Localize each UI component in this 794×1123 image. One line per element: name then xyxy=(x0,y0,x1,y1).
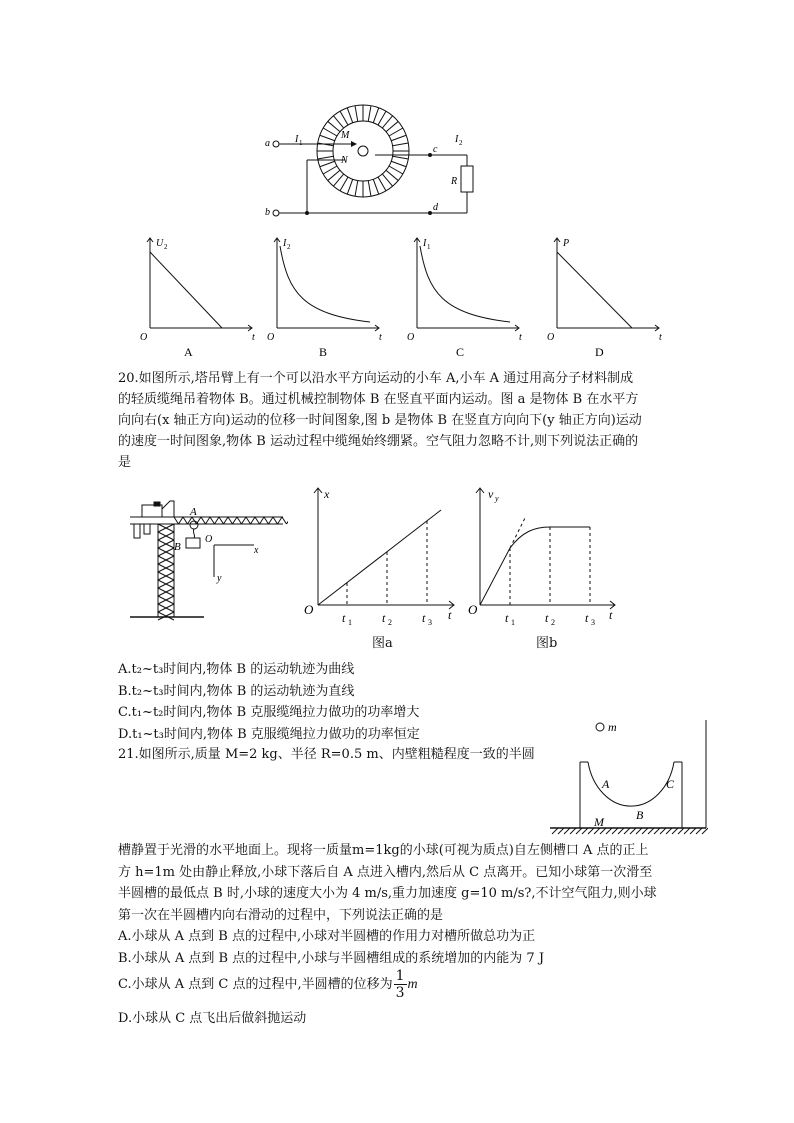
decor-line xyxy=(318,156,334,159)
decor-line xyxy=(393,156,409,159)
decor-line xyxy=(618,828,624,834)
graphA-ylabel: U xyxy=(156,238,164,249)
graphA-ysub: 2 xyxy=(164,243,168,251)
graphB-xlabel: t xyxy=(379,332,382,343)
crane-label-B: B xyxy=(174,541,181,553)
q21-line: 方 h=1m 处由静止释放,小球下落后自 A 点进入槽内,然后从 C 点离开。已知小球第一次滑至 xyxy=(118,864,653,880)
graphD-caption: D xyxy=(595,345,604,359)
q21-option-c-unit: m xyxy=(407,977,418,992)
decor-line xyxy=(389,166,403,174)
fig21-label-m: m xyxy=(608,720,617,734)
q21-option-a: A.小球从 A 点到 B 点的过程中,小球对半圆槽的作用力对槽所做总功为正 xyxy=(118,929,536,944)
label-c: c xyxy=(433,144,438,155)
graphC-origin: O xyxy=(407,332,415,343)
label-a: a xyxy=(265,138,270,149)
decor-line xyxy=(206,517,211,524)
decor-line xyxy=(347,108,352,123)
decor-line xyxy=(702,828,708,834)
label-d: d xyxy=(433,202,438,213)
q21-line: 第一次在半圆槽内向右滑动的过程中，下列说法正确的是 xyxy=(118,907,444,923)
decor-line xyxy=(251,517,256,524)
graphD-ylabel: P xyxy=(563,238,570,249)
q20-stem xyxy=(118,368,642,473)
q21-option-d: D.小球从 C 点飞出后做斜抛运动 xyxy=(118,1011,307,1026)
q21-line1: 21.如图所示,质量 M=2 kg、半径 R=0.5 m、内壁粗糙程度一致的半圆 xyxy=(118,747,535,762)
q20-option-a: A.t₂~t₃时间内,物体 B 的运动轨迹为曲线 xyxy=(118,662,355,677)
q21-stem xyxy=(118,840,657,969)
decor-line xyxy=(237,517,242,524)
decor-line xyxy=(228,517,233,524)
decor-line xyxy=(552,828,558,834)
graphD-origin: O xyxy=(547,332,555,343)
slider-arrow-icon xyxy=(351,141,357,147)
decor-line xyxy=(672,828,678,834)
decor-line xyxy=(684,828,690,834)
graph-a-t2: t xyxy=(382,611,386,625)
decor-line xyxy=(287,517,289,524)
crane-label-A: A xyxy=(190,506,197,518)
graphB-ylabel: I xyxy=(283,238,287,249)
graph-b-xlabel: t xyxy=(609,608,613,622)
graph-a-t2-sub: 2 xyxy=(388,618,392,627)
decor-line xyxy=(273,517,278,524)
decor-line xyxy=(355,181,358,197)
decor-line xyxy=(320,135,335,140)
label-I2: I xyxy=(455,134,459,145)
graph-a-ylabel: x xyxy=(324,487,330,501)
decor-line xyxy=(570,828,576,834)
q20-line: 的轻质缆绳吊着物体 B。通过机械控制物体 B 在竖直平面内运动。图 a 是物体 B 在水平方 xyxy=(118,392,639,407)
crane-label-O: O xyxy=(205,534,213,545)
decor-line xyxy=(192,517,197,524)
decor-line xyxy=(386,121,398,131)
decor-line xyxy=(246,517,251,524)
graph-b-t1-sub: 1 xyxy=(511,618,515,627)
decor-line xyxy=(174,517,179,524)
decor-line xyxy=(678,828,684,834)
decor-line xyxy=(660,828,666,834)
decor-line xyxy=(386,170,398,180)
label-R: R xyxy=(451,176,458,187)
label-I1-sub: 1 xyxy=(299,139,303,147)
graphB-origin: O xyxy=(267,332,275,343)
decor-line xyxy=(340,111,348,125)
decor-line xyxy=(328,170,340,180)
decor-line xyxy=(188,517,193,524)
fig21-label-A: A xyxy=(602,777,610,791)
decor-line xyxy=(576,828,582,834)
decor-line xyxy=(320,161,335,166)
decor-line xyxy=(323,166,337,174)
graphD-xlabel: t xyxy=(659,332,662,343)
graphA-xlabel: t xyxy=(252,332,255,343)
graph-b-t2-sub: 2 xyxy=(551,618,555,627)
decor-line xyxy=(347,179,352,194)
crane-figure xyxy=(128,495,288,625)
decor-line xyxy=(333,174,343,186)
graph-b-t2: t xyxy=(545,611,549,625)
decor-line xyxy=(224,517,229,524)
decor-line xyxy=(282,517,287,524)
half-pipe-figure xyxy=(548,718,708,840)
decor-line xyxy=(328,121,340,131)
decor-line xyxy=(558,828,564,834)
fig21-label-M: M xyxy=(594,815,604,829)
decor-line xyxy=(624,828,630,834)
graphA-caption: A xyxy=(184,345,193,359)
q21-line: 槽静置于光滑的水平地面上。现将一质量m=1kg的小球(可视为质点)自左侧槽口 A 点的正上 xyxy=(118,843,649,858)
graph-a-xlabel: t xyxy=(448,608,452,622)
decor-line xyxy=(264,517,269,524)
graph-b-ylabel: v xyxy=(488,487,494,501)
decor-line xyxy=(606,828,612,834)
transformer-figure xyxy=(255,98,485,223)
label-N: N xyxy=(341,155,348,166)
decor-line xyxy=(183,517,188,524)
decor-line xyxy=(368,181,371,197)
label-b: b xyxy=(265,207,270,218)
graph-b-origin: O xyxy=(468,602,478,617)
decor-line xyxy=(393,143,409,146)
decor-line xyxy=(382,116,392,128)
decor-line xyxy=(378,177,386,191)
decor-line xyxy=(215,517,220,524)
decor-line xyxy=(323,128,337,136)
decor-line xyxy=(391,135,406,140)
graph-a-t3-sub: 3 xyxy=(428,618,432,627)
decor-line xyxy=(696,828,702,834)
graph-b-t1: t xyxy=(505,611,509,625)
graphC-ylabel: I xyxy=(423,238,427,249)
decor-line xyxy=(612,828,618,834)
decor-line xyxy=(382,174,392,186)
graph-a-t3: t xyxy=(422,611,426,625)
q20-line: 20.如图所示,塔吊臂上有一个可以沿水平方向运动的小车 A,小车 A 通过用高分子材料制成 xyxy=(118,371,634,386)
decor-line xyxy=(378,111,386,125)
decor-line xyxy=(582,828,588,834)
decor-line xyxy=(260,517,265,524)
decor-line xyxy=(233,517,238,524)
crane-label-x: x xyxy=(254,545,259,556)
decor-line xyxy=(373,108,378,123)
decor-line xyxy=(179,517,184,524)
graphB-ysub: 2 xyxy=(287,243,291,251)
decor-line xyxy=(201,517,206,524)
q20-options xyxy=(118,659,420,745)
decor-line xyxy=(636,828,642,834)
label-I2-sub: 2 xyxy=(459,139,463,147)
graph-b-t3-sub: 3 xyxy=(591,618,595,627)
q20-option-b: B.t₂~t₃时间内,物体 B 的运动轨迹为直线 xyxy=(118,683,355,699)
decor-line xyxy=(389,128,403,136)
decor-line xyxy=(355,106,358,122)
graph-a-caption: 图a xyxy=(372,636,393,651)
decor-line xyxy=(642,828,648,834)
q21-option-c-text: C.小球从 A 点到 C 点的过程中,半圆槽的位移为 xyxy=(118,977,393,992)
label-M: M xyxy=(341,130,350,141)
crane-label-y: y xyxy=(217,573,222,584)
decor-line xyxy=(630,828,636,834)
fraction-one-third: $\frac{1}{3}$ xyxy=(395,968,405,1001)
decor-line xyxy=(269,517,274,524)
q20-line: 的速度一时间图象,物体 B 运动过程中缆绳始终绷紧。空气阻力忽略不计,则下列说法正确的 xyxy=(118,434,639,449)
graph-b-ysub: y xyxy=(495,494,499,503)
decor-line xyxy=(210,517,215,524)
graph-a-t1: t xyxy=(342,611,346,625)
graph-b-t3: t xyxy=(585,611,589,625)
decor-line xyxy=(255,517,260,524)
q20-line: 向向右(x 轴正方向)运动的位移一时间图象,图 b 是物体 B 在竖直方向向下(y 轴正方向)运动 xyxy=(118,413,642,428)
decor-line xyxy=(690,828,696,834)
graph-a xyxy=(296,480,461,630)
q20-option-d: D.t₁~t₃时间内,物体 B 克服缆绳拉力做功的功率恒定 xyxy=(118,726,420,742)
graphC-caption: C xyxy=(456,345,465,359)
decor-line xyxy=(242,517,247,524)
fig21-label-C: C xyxy=(666,777,675,791)
graph-a-origin: O xyxy=(304,602,314,617)
decor-line xyxy=(391,161,406,166)
q21-option-c xyxy=(118,968,418,1001)
decor-line xyxy=(278,517,283,524)
decor-line xyxy=(340,177,348,191)
graph-b-caption: 图b xyxy=(536,636,558,651)
decor-line xyxy=(564,828,570,834)
q21-line: 半圆槽的最低点 B 时,小球的速度大小为 4 m/s,重力加速度 g=10 m/s?,不计空气阻力,则小球 xyxy=(118,886,657,901)
decor-line xyxy=(666,828,672,834)
graphs-abcd xyxy=(130,232,675,362)
graphC-ysub: 1 xyxy=(427,243,431,251)
label-I1: I xyxy=(295,134,299,145)
q20-line: 是 xyxy=(118,455,132,470)
graphA-origin: O xyxy=(140,332,148,343)
graph-b xyxy=(460,480,625,630)
q20-option-c: C.t₁~t₂时间内,物体 B 克服缆绳拉力做功的功率增大 xyxy=(118,705,420,720)
graph-a-t1-sub: 1 xyxy=(348,618,352,627)
decor-line xyxy=(648,828,654,834)
q21-option-b: B.小球从 A 点到 B 点的过程中,小球与半圆槽组成的系统增加的内能为 7 J xyxy=(118,950,545,966)
graphB-caption: B xyxy=(319,345,328,359)
decor-line xyxy=(654,828,660,834)
fig21-label-B: B xyxy=(636,808,644,822)
graphC-xlabel: t xyxy=(519,332,522,343)
decor-line xyxy=(373,179,378,194)
decor-line xyxy=(368,106,371,122)
decor-line xyxy=(333,116,343,128)
decor-line xyxy=(219,517,224,524)
